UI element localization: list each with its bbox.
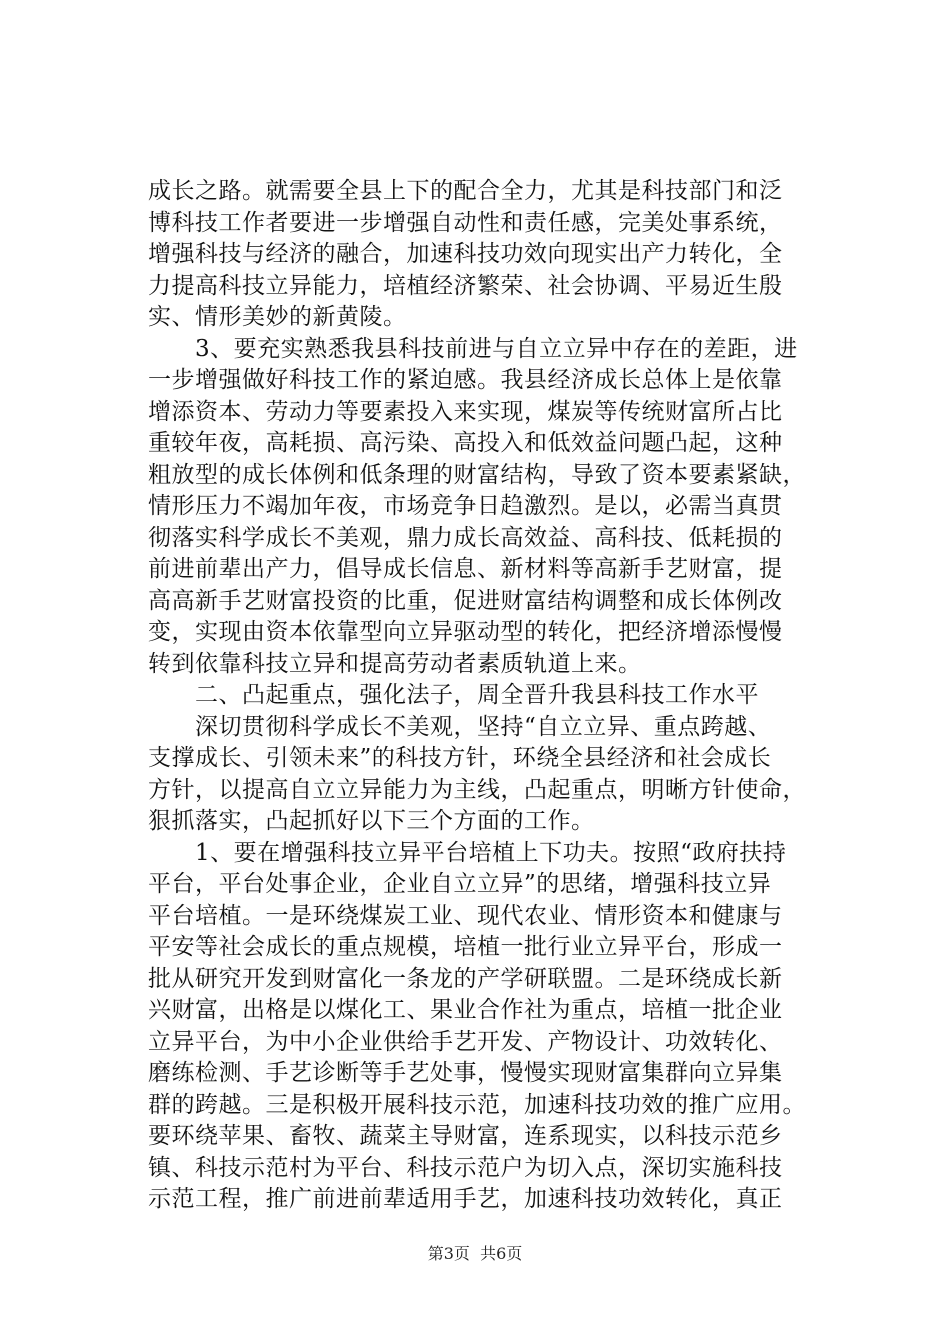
text-line: 力提高科技立异能力，培植经济繁荣、社会协调、平易近生殷 xyxy=(148,272,783,299)
text-line: 情形压力不竭加年夜，市场竞争日趋激烈。是以，必需当真贯 xyxy=(148,493,783,519)
text-line: 实、情形美妙的新黄陵。 xyxy=(148,304,407,330)
text-line: 3、要充实熟悉我县科技前进与自立立异中存在的差距，进 xyxy=(148,335,798,362)
body-text xyxy=(148,176,832,1216)
text-line: 镇、科技示范村为平台、科技示范户为切入点，深切实施科技 xyxy=(148,1154,783,1181)
text-line: 群的跨越。三是积极开展科技示范，加速科技功效的推广应用。 xyxy=(148,1091,806,1118)
text-line: 彻落实科学成长不美观，鼎力成长高效益、高科技、低耗损的 xyxy=(148,524,783,551)
text-line: 高高新手艺财富投资的比重，促进财富结构调整和成长体例改 xyxy=(148,587,783,614)
text-line: 二、凸起重点，强化法子，周全晋升我县科技工作水平 xyxy=(148,682,759,708)
text-line: 支撑成长、引领未来”的科技方针，环绕全县经济和社会成长 xyxy=(148,745,772,771)
text-line: 磨练检测、手艺诊断等手艺处事，慢慢实现财富集群向立异集 xyxy=(148,1060,783,1086)
text-line: 变，实现由资本依靠型向立异驱动型的转化，把经济增添慢慢 xyxy=(148,619,783,645)
text-line: 批从研究开发到财富化一条龙的产学研联盟。二是环绕成长新 xyxy=(148,965,783,992)
text-line: 重较年夜，高耗损、高污染、高投入和低效益问题凸起，这种 xyxy=(148,430,783,456)
page-footer xyxy=(0,1244,950,1264)
text-line: 博科技工作者要进一步增强自动性和责任感，完美处事系统， xyxy=(148,209,783,236)
text-line: 深切贯彻科学成长不美观，坚持“自立立异、重点跨越、 xyxy=(148,713,772,740)
page-number: 第3页 共6页 xyxy=(427,1244,523,1263)
text-line: 方针，以提高自立立异能力为主线，凸起重点，明晰方针使命， xyxy=(148,776,806,803)
text-line: 一步增强做好科技工作的紧迫感。我县经济成长总体上是依靠 xyxy=(148,367,783,393)
text-line: 立异平台，为中小企业供给手艺开发、产物设计、功效转化、 xyxy=(148,1028,783,1055)
text-line: 狠抓落实，凸起抓好以下三个方面的工作。 xyxy=(148,808,595,834)
text-line: 1、要在增强科技立异平台培植上下功夫。按照“政府扶持 xyxy=(148,839,787,866)
text-line: 转到依靠科技立异和提高劳动者素质轨道上来。 xyxy=(148,650,642,677)
text-line: 粗放型的成长体例和低条理的财富结构，导致了资本要素紧缺， xyxy=(148,461,806,488)
text-line: 要环绕苹果、畜牧、蔬菜主导财富，连系现实，以科技示范乡 xyxy=(148,1123,783,1149)
text-line: 平安等社会成长的重点规模，培植一批行业立异平台，形成一 xyxy=(148,934,783,960)
text-line: 成长之路。就需要全县上下的配合全力，尤其是科技部门和泛 xyxy=(148,178,783,204)
text-line: 增强科技与经济的融合，加速科技功效向现实出产力转化，全 xyxy=(148,241,783,267)
text-line: 增添资本、劳动力等要素投入来实现，煤炭等传统财富所占比 xyxy=(148,398,783,425)
text-line: 前进前辈出产力，倡导成长信息、新材料等高新手艺财富，提 xyxy=(148,556,783,582)
text-line: 示范工程，推广前进前辈适用手艺，加速科技功效转化，真正 xyxy=(148,1186,783,1212)
text-line: 平台培植。一是环绕煤炭工业、现代农业、情形资本和健康与 xyxy=(148,902,783,929)
text-line: 兴财富，出格是以煤化工、果业合作社为重点，培植一批企业 xyxy=(148,997,783,1023)
text-line: 平台，平台处事企业，企业自立立异”的思绪，增强科技立异 xyxy=(148,871,772,897)
